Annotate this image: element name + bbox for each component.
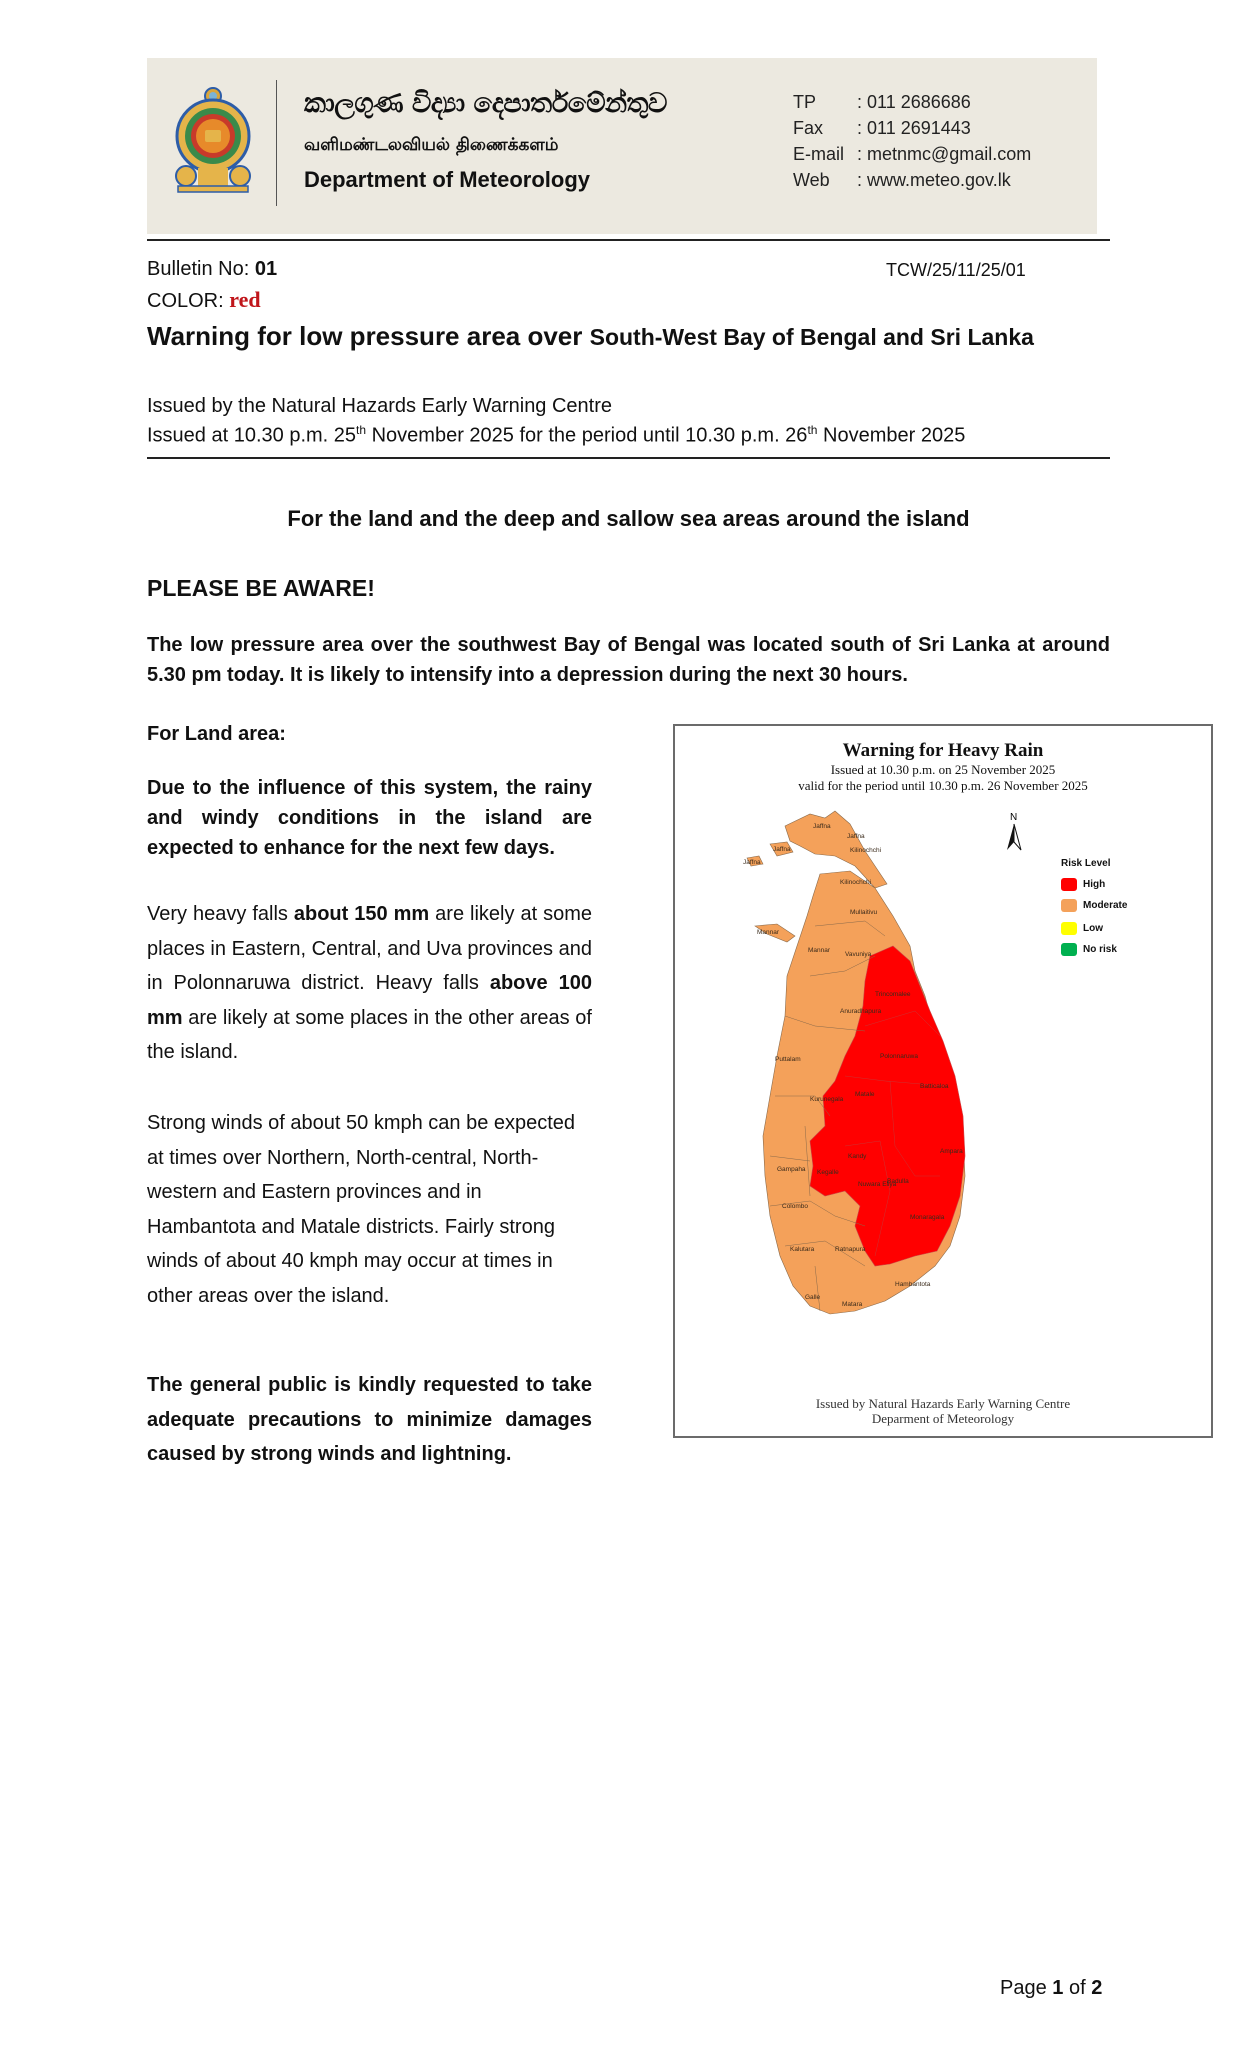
legend-item-low bbox=[1061, 922, 1103, 935]
legend-title: Risk Level bbox=[1061, 858, 1111, 869]
bulletin-number-value: 01 bbox=[254, 258, 278, 280]
department-title-english: Department of Meteorology bbox=[304, 167, 591, 192]
rain-amount-100: above 100 mm bbox=[147, 972, 592, 1029]
wind-paragraph: Strong winds of about 50 kmph can be expected at times over Northern, North-central, North-western and Eastern provinces and in Hambantota and Matale districts. Fairly strong winds of about 40 kmph may occur at times in other areas over the island. bbox=[147, 1112, 576, 1307]
bulletin-reference: TCW/25/11/25/01 bbox=[886, 260, 1026, 280]
svg-text:Kurunegala: Kurunegala bbox=[810, 1096, 844, 1103]
influence-paragraph: Due to the influence of this system, the rainy and windy conditions in the island are expected to enhance for the next few days. bbox=[147, 777, 592, 859]
sri-lanka-risk-map bbox=[715, 796, 1005, 1396]
bulletin-number bbox=[147, 258, 277, 281]
legend-item-no-risk bbox=[1061, 943, 1117, 956]
scope-heading: For the land and the deep and sallow sea areas around the island bbox=[287, 506, 970, 531]
bulletin-color bbox=[147, 287, 261, 313]
contact-value: : 011 2686686 bbox=[857, 92, 971, 112]
svg-text:Batticaloa: Batticaloa bbox=[920, 1083, 949, 1090]
legend-item-moderate bbox=[1061, 899, 1127, 912]
svg-text:Vavuniya: Vavuniya bbox=[845, 951, 872, 958]
issued-at-text: November 2025 bbox=[817, 424, 966, 447]
issued-by: Issued by the Natural Hazards Early Warning Centre bbox=[147, 395, 613, 417]
aware-heading: PLEASE BE AWARE! bbox=[147, 575, 375, 601]
swatch-moderate bbox=[1061, 899, 1077, 912]
map-valid: valid for the period until 10.30 p.m. 26 November 2025 bbox=[798, 778, 1088, 793]
legend-label: Moderate bbox=[1083, 900, 1128, 912]
svg-text:Kilinochchi: Kilinochchi bbox=[850, 847, 882, 854]
svg-text:Colombo: Colombo bbox=[782, 1203, 809, 1210]
rain-text: are likely at some places in the other areas of the island. bbox=[147, 1006, 592, 1063]
map-footer-issuer: Issued by Natural Hazards Early Warning Centre bbox=[815, 1396, 1071, 1411]
svg-text:Mannar: Mannar bbox=[757, 929, 780, 936]
land-area-heading: For Land area: bbox=[147, 723, 286, 745]
north-arrow-icon bbox=[1002, 810, 1026, 856]
svg-text:Hambantota: Hambantota bbox=[895, 1281, 931, 1288]
page-total: 2 bbox=[1091, 1977, 1103, 1999]
svg-text:Jaffna: Jaffna bbox=[847, 833, 865, 840]
title-main: Warning for low pressure area over bbox=[147, 321, 590, 351]
svg-text:Matale: Matale bbox=[855, 1091, 875, 1098]
svg-text:Anuradhapura: Anuradhapura bbox=[840, 1008, 882, 1015]
sri-lanka-emblem-icon bbox=[172, 84, 254, 196]
swatch-low bbox=[1061, 922, 1077, 935]
svg-text:Jaffna: Jaffna bbox=[773, 846, 791, 853]
heavy-rain-warning-map bbox=[673, 724, 1213, 1438]
svg-text:Badulla: Badulla bbox=[887, 1178, 909, 1185]
svg-text:Kilinochchi: Kilinochchi bbox=[840, 879, 872, 886]
issued-at bbox=[147, 423, 965, 448]
rain-amount-150: about 150 mm bbox=[293, 903, 430, 925]
department-title-tamil: வளிமண்டலவியல் திணைக்களம் bbox=[304, 135, 559, 155]
map-footer-department: Deparment of Meteorology bbox=[871, 1411, 1015, 1426]
issued-at-text: Issued at 10.30 p.m. 25 bbox=[147, 424, 357, 447]
map-title: Warning for Heavy Rain bbox=[842, 740, 1044, 761]
header-rule bbox=[147, 239, 1110, 241]
svg-text:Ampara: Ampara bbox=[940, 1148, 963, 1155]
contact-fax bbox=[793, 118, 971, 139]
department-title-sinhala: කාලගුණ විද්‍යා දෙපාර්තමේන්තුව bbox=[304, 88, 667, 119]
issued-at-text: November 2025 for the period until 10.30 p.m. 26 bbox=[366, 424, 808, 447]
contact-label: Web bbox=[793, 170, 830, 190]
page-prefix: Page bbox=[1000, 1977, 1053, 1999]
svg-text:Gampaha: Gampaha bbox=[777, 1166, 806, 1173]
legend-label: Low bbox=[1083, 923, 1103, 935]
legend-item-high bbox=[1061, 878, 1105, 891]
svg-text:Matara: Matara bbox=[842, 1301, 863, 1308]
swatch-no-risk bbox=[1061, 943, 1077, 956]
svg-text:Kegalle: Kegalle bbox=[817, 1169, 839, 1176]
rain-text: are likely at some places in Eastern, Central, and Uva provinces and in Polonnaruwa district. Heavy falls bbox=[147, 903, 593, 994]
svg-text:Polonnaruwa: Polonnaruwa bbox=[880, 1053, 918, 1060]
svg-text:Kandy: Kandy bbox=[848, 1153, 867, 1160]
title-sub: South-West Bay of Bengal and Sri Lanka bbox=[589, 324, 1034, 350]
svg-text:Jaffna: Jaffna bbox=[743, 859, 761, 866]
svg-text:Ratnapura: Ratnapura bbox=[835, 1246, 866, 1253]
svg-text:Nuwara Eliya: Nuwara Eliya bbox=[858, 1181, 897, 1188]
svg-text:Puttalam: Puttalam bbox=[775, 1056, 801, 1063]
svg-text:Jaffna: Jaffna bbox=[813, 823, 831, 830]
legend-label: No risk bbox=[1083, 944, 1117, 956]
page-mid: of bbox=[1063, 1977, 1092, 1999]
svg-text:Mannar: Mannar bbox=[808, 947, 831, 954]
bulletin-number-label: Bulletin No: bbox=[147, 258, 255, 280]
contact-email bbox=[793, 144, 1031, 165]
contact-label: E-mail bbox=[793, 144, 845, 164]
svg-text:Mullaitivu: Mullaitivu bbox=[850, 909, 878, 916]
page-title bbox=[147, 318, 1067, 356]
public-advisory-paragraph: The general public is kindly requested to take adequate precautions to minimize damages caused by strong winds and lightning. bbox=[147, 1374, 592, 1465]
page-number bbox=[1000, 1977, 1102, 2000]
map-issued: Issued at 10.30 p.m. on 25 November 2025 bbox=[830, 762, 1056, 777]
page-current: 1 bbox=[1052, 1977, 1064, 1999]
contact-label: TP bbox=[793, 92, 817, 112]
contact-label: Fax bbox=[793, 118, 824, 138]
contact-value[interactable]: : metnmc@gmail.com bbox=[857, 144, 1032, 164]
contact-value[interactable]: : www.meteo.gov.lk bbox=[857, 170, 1011, 190]
svg-text:Trincomalee: Trincomalee bbox=[875, 991, 911, 998]
contact-value: : 011 2691443 bbox=[857, 118, 971, 138]
swatch-high bbox=[1061, 878, 1077, 891]
svg-text:N: N bbox=[1010, 812, 1018, 823]
rainfall-paragraph bbox=[147, 897, 592, 1070]
color-value: red bbox=[229, 287, 261, 312]
contact-web bbox=[793, 170, 1011, 191]
svg-text:Kalutara: Kalutara bbox=[790, 1246, 815, 1253]
rain-text: Very heavy falls bbox=[147, 903, 294, 925]
color-label: COLOR: bbox=[147, 290, 230, 312]
svg-text:Galle: Galle bbox=[805, 1294, 821, 1301]
intro-paragraph: The low pressure area over the southwest Bay of Bengal was located south of Sri Lanka at around 5.30 pm today. It is likely to intensify into a depression during the next 30 hours. bbox=[147, 634, 1110, 686]
ordinal-suffix: th bbox=[356, 423, 367, 437]
ordinal-suffix: th bbox=[807, 423, 818, 437]
meta-rule bbox=[147, 457, 1110, 459]
contact-phone bbox=[793, 92, 971, 113]
header-divider bbox=[276, 80, 277, 206]
svg-text:Monaragala: Monaragala bbox=[910, 1214, 945, 1221]
legend-label: High bbox=[1083, 879, 1106, 891]
